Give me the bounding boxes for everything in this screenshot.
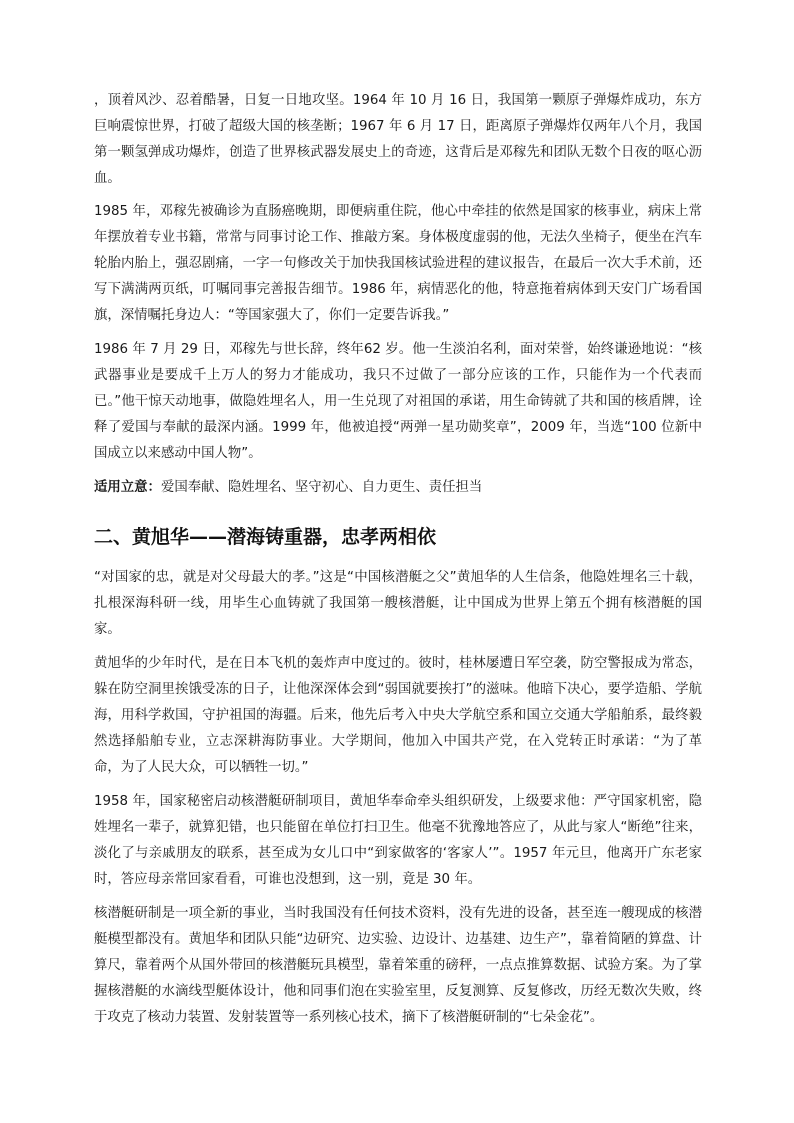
document-page	[94, 88, 702, 1039]
applicable-themes	[94, 475, 702, 501]
applicable-themes-label: 适用立意：	[94, 480, 161, 495]
paragraph-youth: 黄旭华的少年时代，是在日本飞机的轰炸声中度过的。彼时，桂林屡遭日军空袭，防空警报成为常态，躲在防空洞里挨饿受冻的日子，让他深深体会到“弱国就要挨打”的滋味。他暗下决心，要学造船、学航海，用科学救国，守护祖国的海疆。后来，他先后考入中央大学航空系和国立交通大学船舶系，最终毅然选择船舶专业，立志深耕海防事业。大学期间，他加入中国共产党，在入党转正时承诺：“为了革命，为了人民大众，可以牺牲一切。”	[94, 656, 702, 775]
paragraph-bomb-success: ，顶着风沙、忍着酷暑，日复一日地攻坚。1964 年 10 月 16 日，我国第一颗原子弹爆炸成功，东方巨响震惊世界，打破了超级大国的核垄断；1967 年 6 月 17 日，距离原子弹爆炸仅两年八个月，我国第一颗氢弹成功爆炸，创造了世界核武器发展史上的奇迹，这背后是邓稼先和团队无数个日夜的呕心沥血。	[94, 93, 702, 186]
paragraph-motto: “对国家的忠，就是对父母最大的孝。”这是“中国核潜艇之父”黄旭华的人生信条，他隐姓埋名三十载，扎根深海科研一线，用毕生心血铸就了我国第一艘核潜艇，让中国成为世界上第五个拥有核潜艇的国家。	[94, 570, 702, 637]
paragraph-death: 1986 年 7 月 29 日，邓稼先与世长辞，终年62 岁。他一生淡泊名利，面对荣誉，始终谦逊地说：“核武器事业是要成千上万人的努力才能成功，我只不过做了一部分应该的工作，只能作为一个代表而已。”他干惊天动地事，做隐姓埋名人，用一生兑现了对祖国的承诺，用生命铸就了共和国的核盾牌，诠释了爱国与奉献的最深内涵。1999 年，他被追授“两弹一星功勋奖章”，2009 年，当选“100 位新中国成立以来感动中国人物”。	[94, 342, 702, 461]
paragraph-research: 核潜艇研制是一项全新的事业，当时我国没有任何技术资料，没有先进的设备，甚至连一艘现成的核潜艇模型都没有。黄旭华和团队只能“边研究、边实验、边设计、边基建、边生产”，靠着简陋的算盘、计算尺，靠着两个从国外带回的核潜艇玩具模型，靠着笨重的磅秤，一点点推算数据、试验方案。为了掌握核潜艇的水滴线型艇体设计，他和同事们泡在实验室里，反复测算、反复修改，历经无数次失败，终于攻克了核动力装置、发射装置等一系列核心技术，摘下了核潜艇研制的“七朵金花”。	[94, 906, 702, 1025]
paragraph-secret-project: 1958 年，国家秘密启动核潜艇研制项目，黄旭华奉命牵头组织研发，上级要求他：严守国家机密，隐姓埋名一辈子，就算犯错，也只能留在单位打扫卫生。他毫不犹豫地答应了，从此与家人“断绝”往来，淡化了与亲戚朋友的联系，甚至成为女儿口中“到家做客的‘客家人’”。1957 年元旦，他离开广东老家时，答应母亲常回家看看，可谁也没想到，这一别，竟是 30 年。	[94, 794, 702, 887]
section-title-huang-xuhua: 二、黄旭华——潜海铸重器，忠孝两相依	[94, 526, 437, 548]
applicable-themes-text: 爱国奉献、隐姓埋名、坚守初心、自力更生、责任担当	[160, 480, 483, 495]
paragraph-illness: 1985 年，邓稼先被确诊为直肠癌晚期，即便病重住院，他心中牵挂的依然是国家的核事业，病床上常年摆放着专业书籍，常常与同事讨论工作、推敲方案。身体极度虚弱的他，无法久坐椅子，便坐在汽车轮胎内胎上，强忍剧痛，一字一句修改关于加快我国核试验进程的建议报告，在最后一次大手术前，还写下满满两页纸，叮嘱同事完善报告细节。1986 年，病情恶化的他，特意拖着病体到天安门广场看国旗，深情嘱托身边人：“等国家强大了，你们一定要告诉我。”	[94, 204, 702, 323]
